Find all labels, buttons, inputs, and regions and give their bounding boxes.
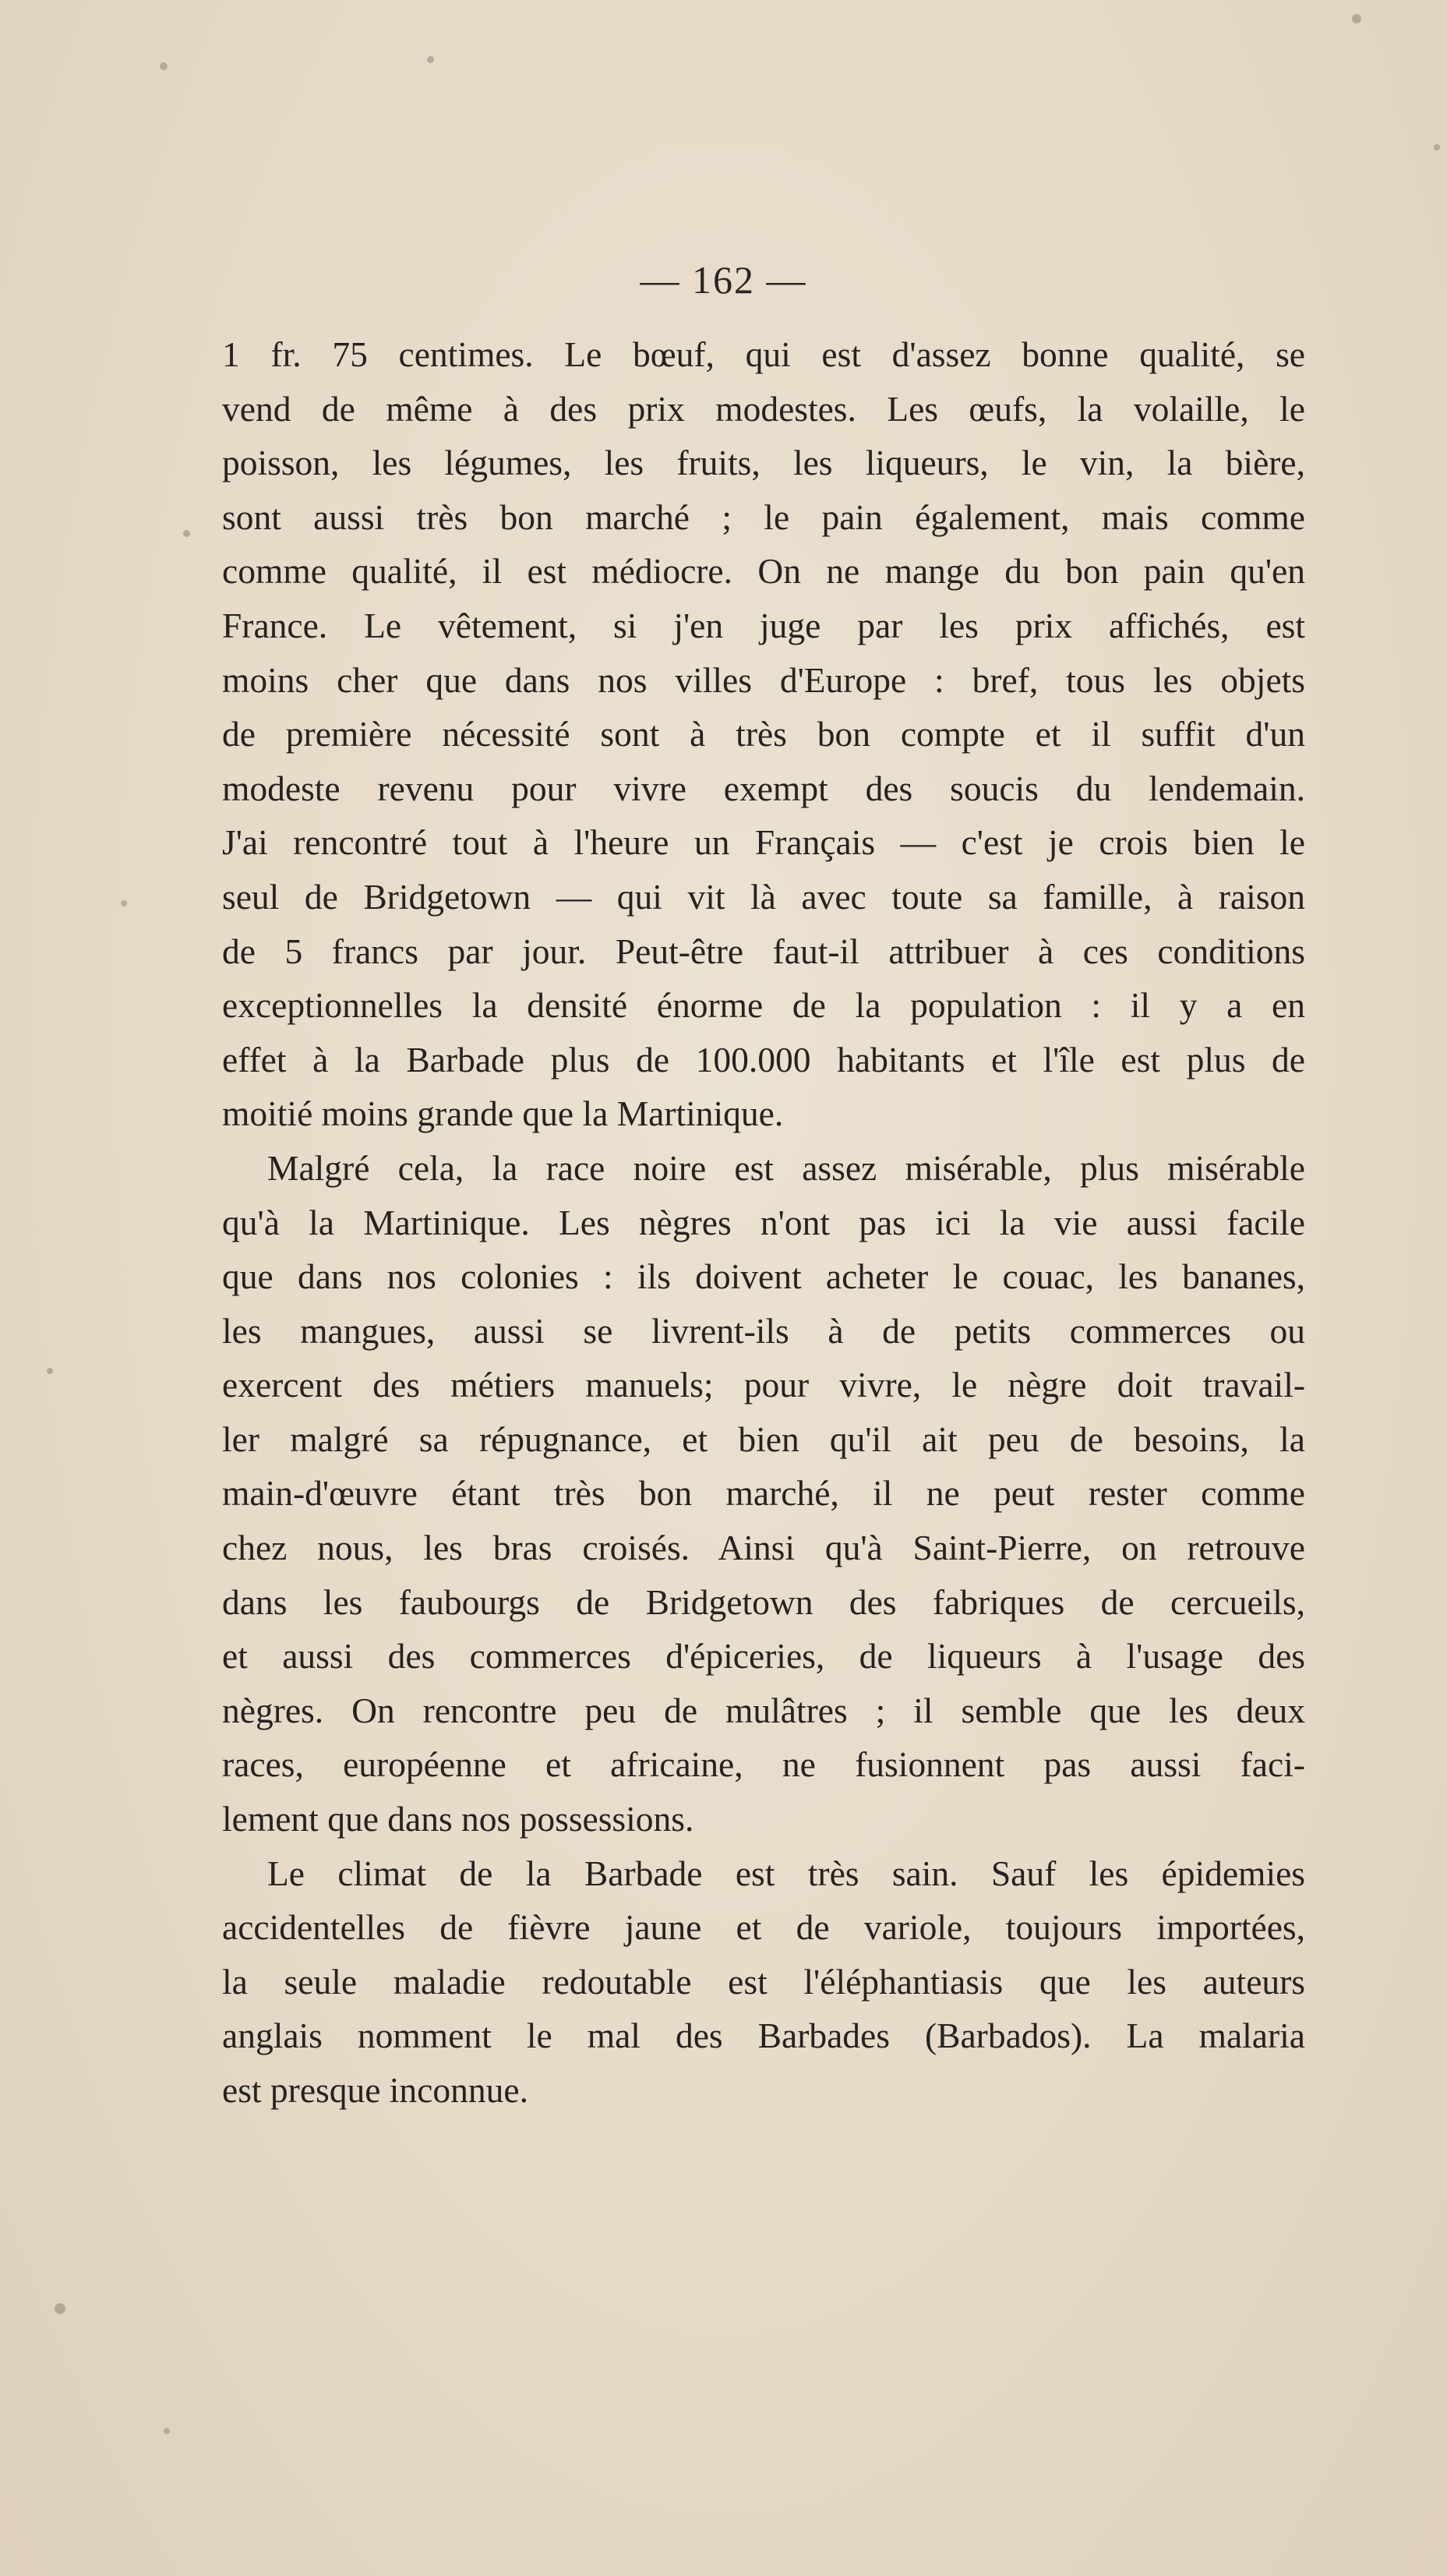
text-line: seul de Bridgetown — qui vit là avec toute sa famille, à raison	[222, 876, 1305, 917]
text-line: et aussi des commerces d'épiceries, de liqueurs à l'usage des	[222, 1636, 1305, 1677]
text-line: de première nécessité sont à très bon compte et il suffit d'un	[222, 714, 1305, 754]
text-line: main-d'œuvre étant très bon marché, il ne peut rester comme	[222, 1473, 1305, 1514]
text-line: vend de même à des prix modestes. Les œufs, la volaille, le	[222, 388, 1305, 429]
paper-speck	[427, 56, 434, 63]
text-line: nègres. On rencontre peu de mulâtres ; il semble que les deux	[222, 1690, 1305, 1730]
text-line: races, européenne et africaine, ne fusionnent pas aussi faci-	[222, 1744, 1305, 1785]
text-line: France. Le vêtement, si j'en juge par les prix affichés, est	[222, 605, 1305, 645]
text-line: comme qualité, il est médiocre. On ne mange du bon pain qu'en	[222, 551, 1305, 592]
paper-speck	[1434, 144, 1440, 150]
paper-speck	[164, 2428, 170, 2434]
paragraph-end-line: est presque inconnue.	[222, 2070, 528, 2110]
text-line: anglais nomment le mal des Barbades (Barbados). La malaria	[222, 2016, 1305, 2056]
text-line: de 5 francs par jour. Peut-être faut-il attribuer à ces conditions	[222, 931, 1305, 971]
text-line: les mangues, aussi se livrent-ils à de petits commerces ou	[222, 1310, 1305, 1351]
paper-speck	[55, 2303, 65, 2314]
text-line: exercent des métiers manuels; pour vivre, le nègre doit travail-	[222, 1365, 1305, 1405]
paper-speck	[121, 900, 127, 906]
text-line: modeste revenu pour vivre exempt des soucis du lendemain.	[222, 768, 1305, 808]
page-number: — 162 —	[640, 258, 807, 302]
text-line: qu'à la Martinique. Les nègres n'ont pas ici la vie aussi facile	[222, 1202, 1305, 1242]
text-line: chez nous, les bras croisés. Ainsi qu'à Saint-Pierre, on retrouve	[222, 1528, 1305, 1568]
paper-speck	[47, 1368, 53, 1374]
text-line: effet à la Barbade plus de 100.000 habitants et l'île est plus de	[222, 1039, 1305, 1080]
paper-speck	[160, 62, 168, 70]
body-text	[222, 327, 1305, 2118]
paragraph-end-line: moitié moins grande que la Martinique.	[222, 1094, 784, 1134]
text-line: la seule maladie redoutable est l'éléphantiasis que les auteurs	[222, 1961, 1305, 2002]
text-line: poisson, les légumes, les fruits, les liqueurs, le vin, la bière,	[222, 443, 1305, 483]
text-line: 1 fr. 75 centimes. Le bœuf, qui est d'assez bonne qualité, se	[222, 334, 1305, 374]
text-line: sont aussi très bon marché ; le pain également, mais comme	[222, 496, 1305, 537]
text-line: accidentelles de fièvre jaune et de variole, toujours importées,	[222, 1907, 1305, 1948]
text-line: que dans nos colonies : ils doivent acheter le couac, les bananes,	[222, 1256, 1305, 1297]
paper-speck	[183, 530, 190, 537]
text-line: moins cher que dans nos villes d'Europe : bref, tous les objets	[222, 659, 1305, 700]
paragraph-first-line: Le climat de la Barbade est très sain. Sauf les épidemies	[267, 1853, 1305, 1893]
text-line: exceptionnelles la densité énorme de la population : il y a en	[222, 985, 1305, 1026]
text-line: ler malgré sa répugnance, et bien qu'il ait peu de besoins, la	[222, 1419, 1305, 1459]
paper-speck	[1352, 14, 1361, 23]
paragraph-first-line: Malgré cela, la race noire est assez misérable, plus misérable	[267, 1147, 1305, 1188]
paragraph-end-line: lement que dans nos possessions.	[222, 1799, 694, 1839]
text-line: dans les faubourgs de Bridgetown des fabriques de cercueils,	[222, 1581, 1305, 1622]
text-line: J'ai rencontré tout à l'heure un Français — c'est je crois bien le	[222, 822, 1305, 863]
